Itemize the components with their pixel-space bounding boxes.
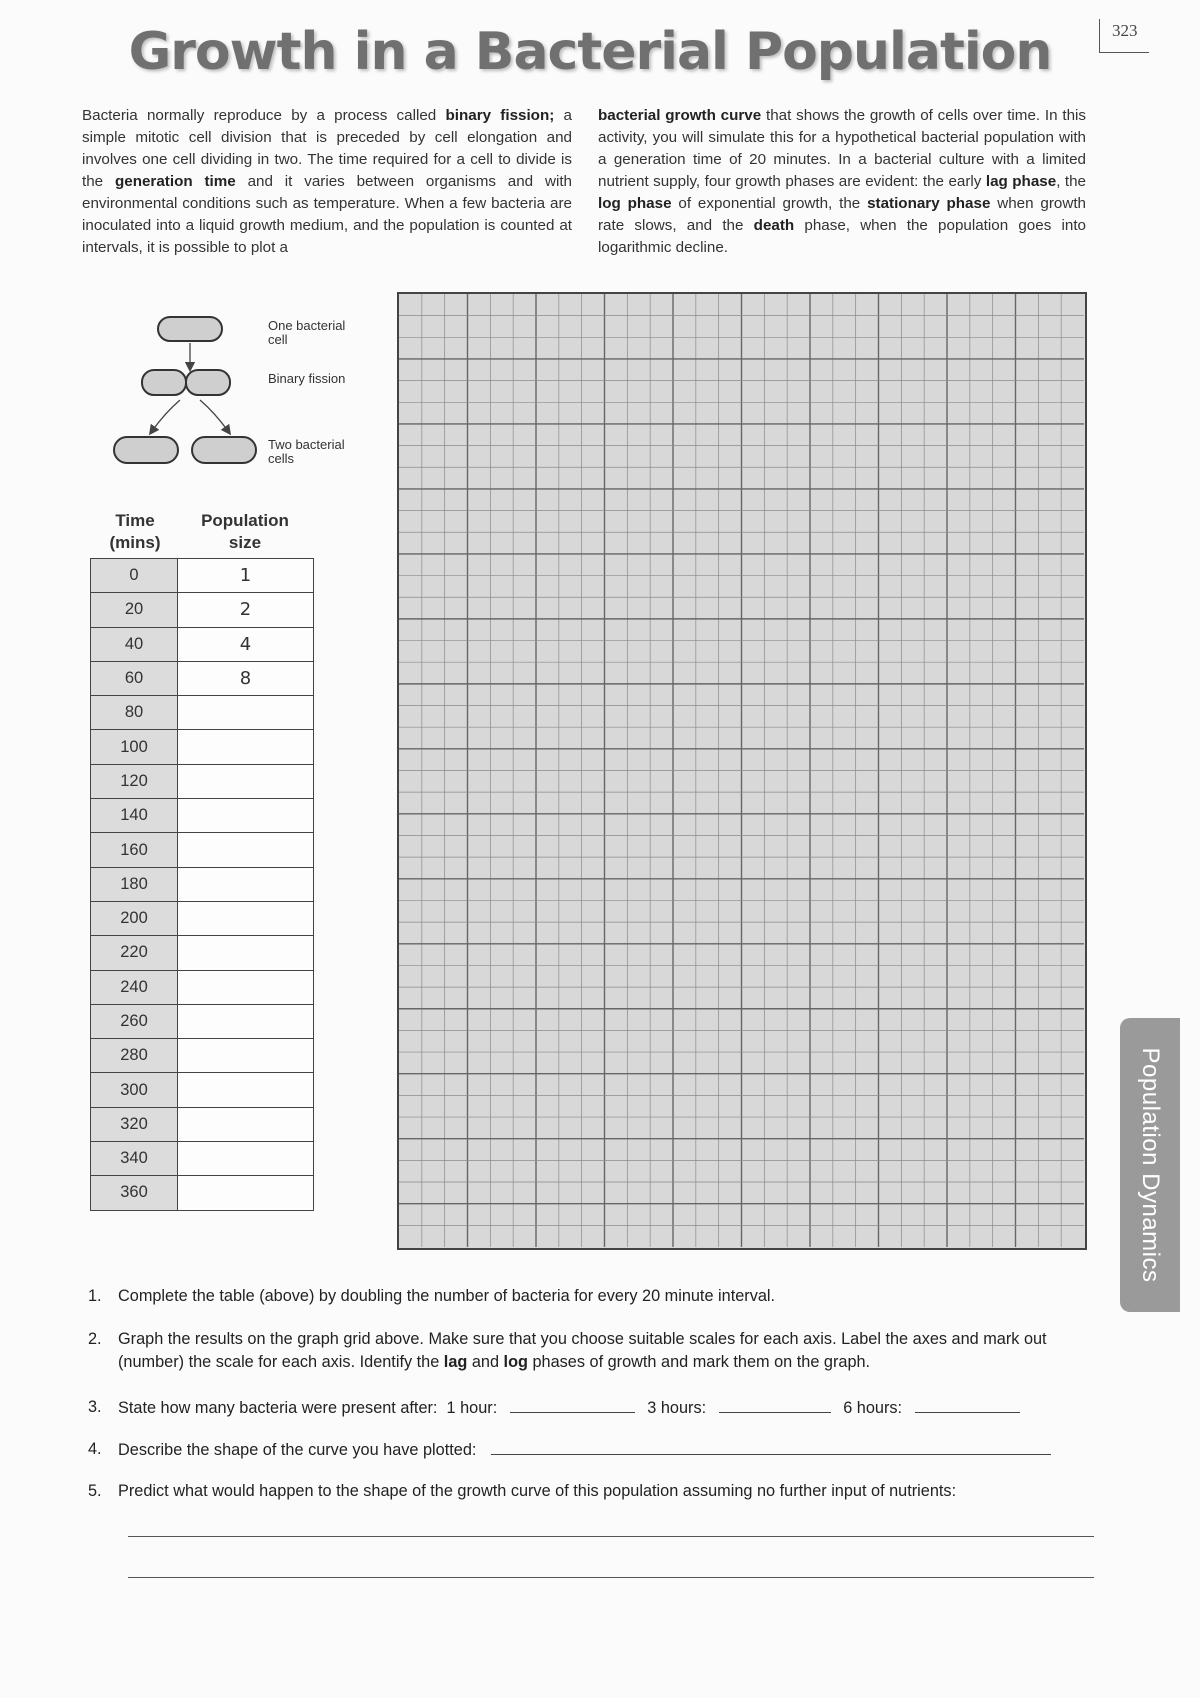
table-row [91, 1004, 314, 1038]
population-cell[interactable] [178, 867, 314, 901]
table-row [91, 936, 314, 970]
time-cell: 80 [91, 696, 178, 730]
growth-data-table [90, 558, 314, 1211]
question-number: 5. [88, 1482, 102, 1500]
population-cell[interactable]: 2 [178, 593, 314, 627]
label-6-hours: 6 hours: [843, 1399, 903, 1417]
intro-paragraph-left: Bacteria normally reproduce by a process called binary fission; a simple mitotic cell division that is preceded by cell elongation and involves one cell dividing in two. The time required for a cell to divide is the generation time and it varies between organisms and with environmental conditions such as temperature. When a few bacteria are inoculated into a liquid growth medium, and the population is counted at intervals, it is possible to plot a [82, 107, 572, 256]
question-text: Predict what would happen to the shape of the growth curve of this population assuming no further input of nutrients: [118, 1482, 957, 1500]
population-cell[interactable] [178, 696, 314, 730]
graph-grid-lines [399, 294, 1084, 1247]
question-text: Complete the table (above) by doubling the number of bacteria for every 20 minute interval. [118, 1287, 776, 1305]
time-cell: 260 [91, 1004, 178, 1038]
side-tab-label: Population Dynamics [1137, 1047, 1164, 1283]
page-number: 323 [1099, 19, 1149, 53]
population-cell[interactable] [178, 1107, 314, 1141]
two-cells-icon [114, 437, 256, 463]
answer-blank-6-hours[interactable] [915, 1396, 1020, 1413]
label-3-hours: 3 hours: [647, 1399, 707, 1417]
label-1-hour: 1 hour: [446, 1399, 498, 1417]
table-row [91, 833, 314, 867]
time-cell: 60 [91, 661, 178, 695]
time-cell: 300 [91, 1073, 178, 1107]
table-row [91, 696, 314, 730]
question-number: 4. [88, 1440, 102, 1458]
question-text [118, 1396, 1098, 1420]
label-binary-fission: Binary fission [268, 371, 346, 386]
question-text: Graph the results on the graph grid above. Make sure that you choose suitable scales for each axis. Label the axes and mark out (number) the scale for each axis. Identify the lag and log phases of growth and mark them on the graph. [118, 1330, 1047, 1371]
time-cell: 340 [91, 1142, 178, 1176]
time-cell: 280 [91, 1039, 178, 1073]
question-4-prompt: Describe the shape of the curve you have plotted: [118, 1441, 477, 1459]
table-row [91, 1039, 314, 1073]
table-row [91, 1107, 314, 1141]
population-cell[interactable] [178, 1004, 314, 1038]
population-cell[interactable] [178, 1176, 314, 1210]
table-row [91, 730, 314, 764]
table-row [91, 593, 314, 627]
table-row [91, 1176, 314, 1210]
population-cell[interactable]: 4 [178, 627, 314, 661]
time-cell: 100 [91, 730, 178, 764]
table-header-time: Time (mins) [109, 511, 161, 552]
table-row [91, 970, 314, 1004]
population-cell[interactable]: 1 [178, 559, 314, 593]
table-row [91, 1073, 314, 1107]
answer-line-2[interactable] [128, 1577, 1094, 1578]
intro-paragraph-right: bacterial growth curve that shows the growth of cells over time. In this activity, you will simulate this for a hypothetical bacterial population with a generation time of 20 minutes. In a bacterial culture with a limited nutrient supply, four growth phases are evident: the early lag phase, the log phase of exponential growth, the stationary phase when growth rate slows, and the death phase, when the population goes into logarithmic decline. [598, 107, 1087, 256]
time-cell: 160 [91, 833, 178, 867]
time-cell: 0 [91, 559, 178, 593]
table-row [91, 764, 314, 798]
time-cell: 40 [91, 627, 178, 661]
table-row [91, 661, 314, 695]
table-row [91, 1142, 314, 1176]
binary-fission-diagram [110, 305, 370, 475]
question-text [118, 1438, 1098, 1462]
label-two-bacterial-cells: Two bacterial cells [268, 437, 345, 466]
time-cell: 200 [91, 901, 178, 935]
answer-blank-curve-shape[interactable] [491, 1438, 1051, 1455]
question-number: 2. [88, 1330, 102, 1348]
time-cell: 140 [91, 799, 178, 833]
time-cell: 240 [91, 970, 178, 1004]
answer-blank-1-hour[interactable] [510, 1396, 635, 1413]
time-cell: 120 [91, 764, 178, 798]
question-3-prompt: State how many bacteria were present after: [118, 1399, 438, 1417]
population-cell[interactable] [178, 936, 314, 970]
table-row [91, 901, 314, 935]
time-cell: 320 [91, 1107, 178, 1141]
population-cell[interactable] [178, 970, 314, 1004]
graph-grid[interactable] [397, 292, 1087, 1250]
population-cell[interactable] [178, 799, 314, 833]
table-row [91, 559, 314, 593]
time-cell: 180 [91, 867, 178, 901]
population-cell[interactable] [178, 833, 314, 867]
label-one-bacterial-cell: One bacterial cell [268, 318, 346, 347]
table-row [91, 867, 314, 901]
time-cell: 20 [91, 593, 178, 627]
answer-line-1[interactable] [128, 1536, 1094, 1537]
table-header-population: Population size [201, 511, 289, 552]
population-cell[interactable] [178, 1039, 314, 1073]
population-cell[interactable] [178, 730, 314, 764]
population-cell[interactable] [178, 1142, 314, 1176]
table-row [91, 627, 314, 661]
dividing-cell-icon [142, 370, 230, 395]
answer-blank-3-hours[interactable] [719, 1396, 831, 1413]
table-row [91, 799, 314, 833]
population-cell[interactable] [178, 764, 314, 798]
single-cell-icon [158, 317, 222, 341]
time-cell: 220 [91, 936, 178, 970]
page-title: Growth in a Bacterial Population [128, 22, 1052, 82]
question-number: 1. [88, 1287, 102, 1305]
time-cell: 360 [91, 1176, 178, 1210]
question-number: 3. [88, 1398, 102, 1416]
population-cell[interactable]: 8 [178, 661, 314, 695]
population-cell[interactable] [178, 901, 314, 935]
section-side-tab [1120, 1018, 1180, 1312]
population-cell[interactable] [178, 1073, 314, 1107]
